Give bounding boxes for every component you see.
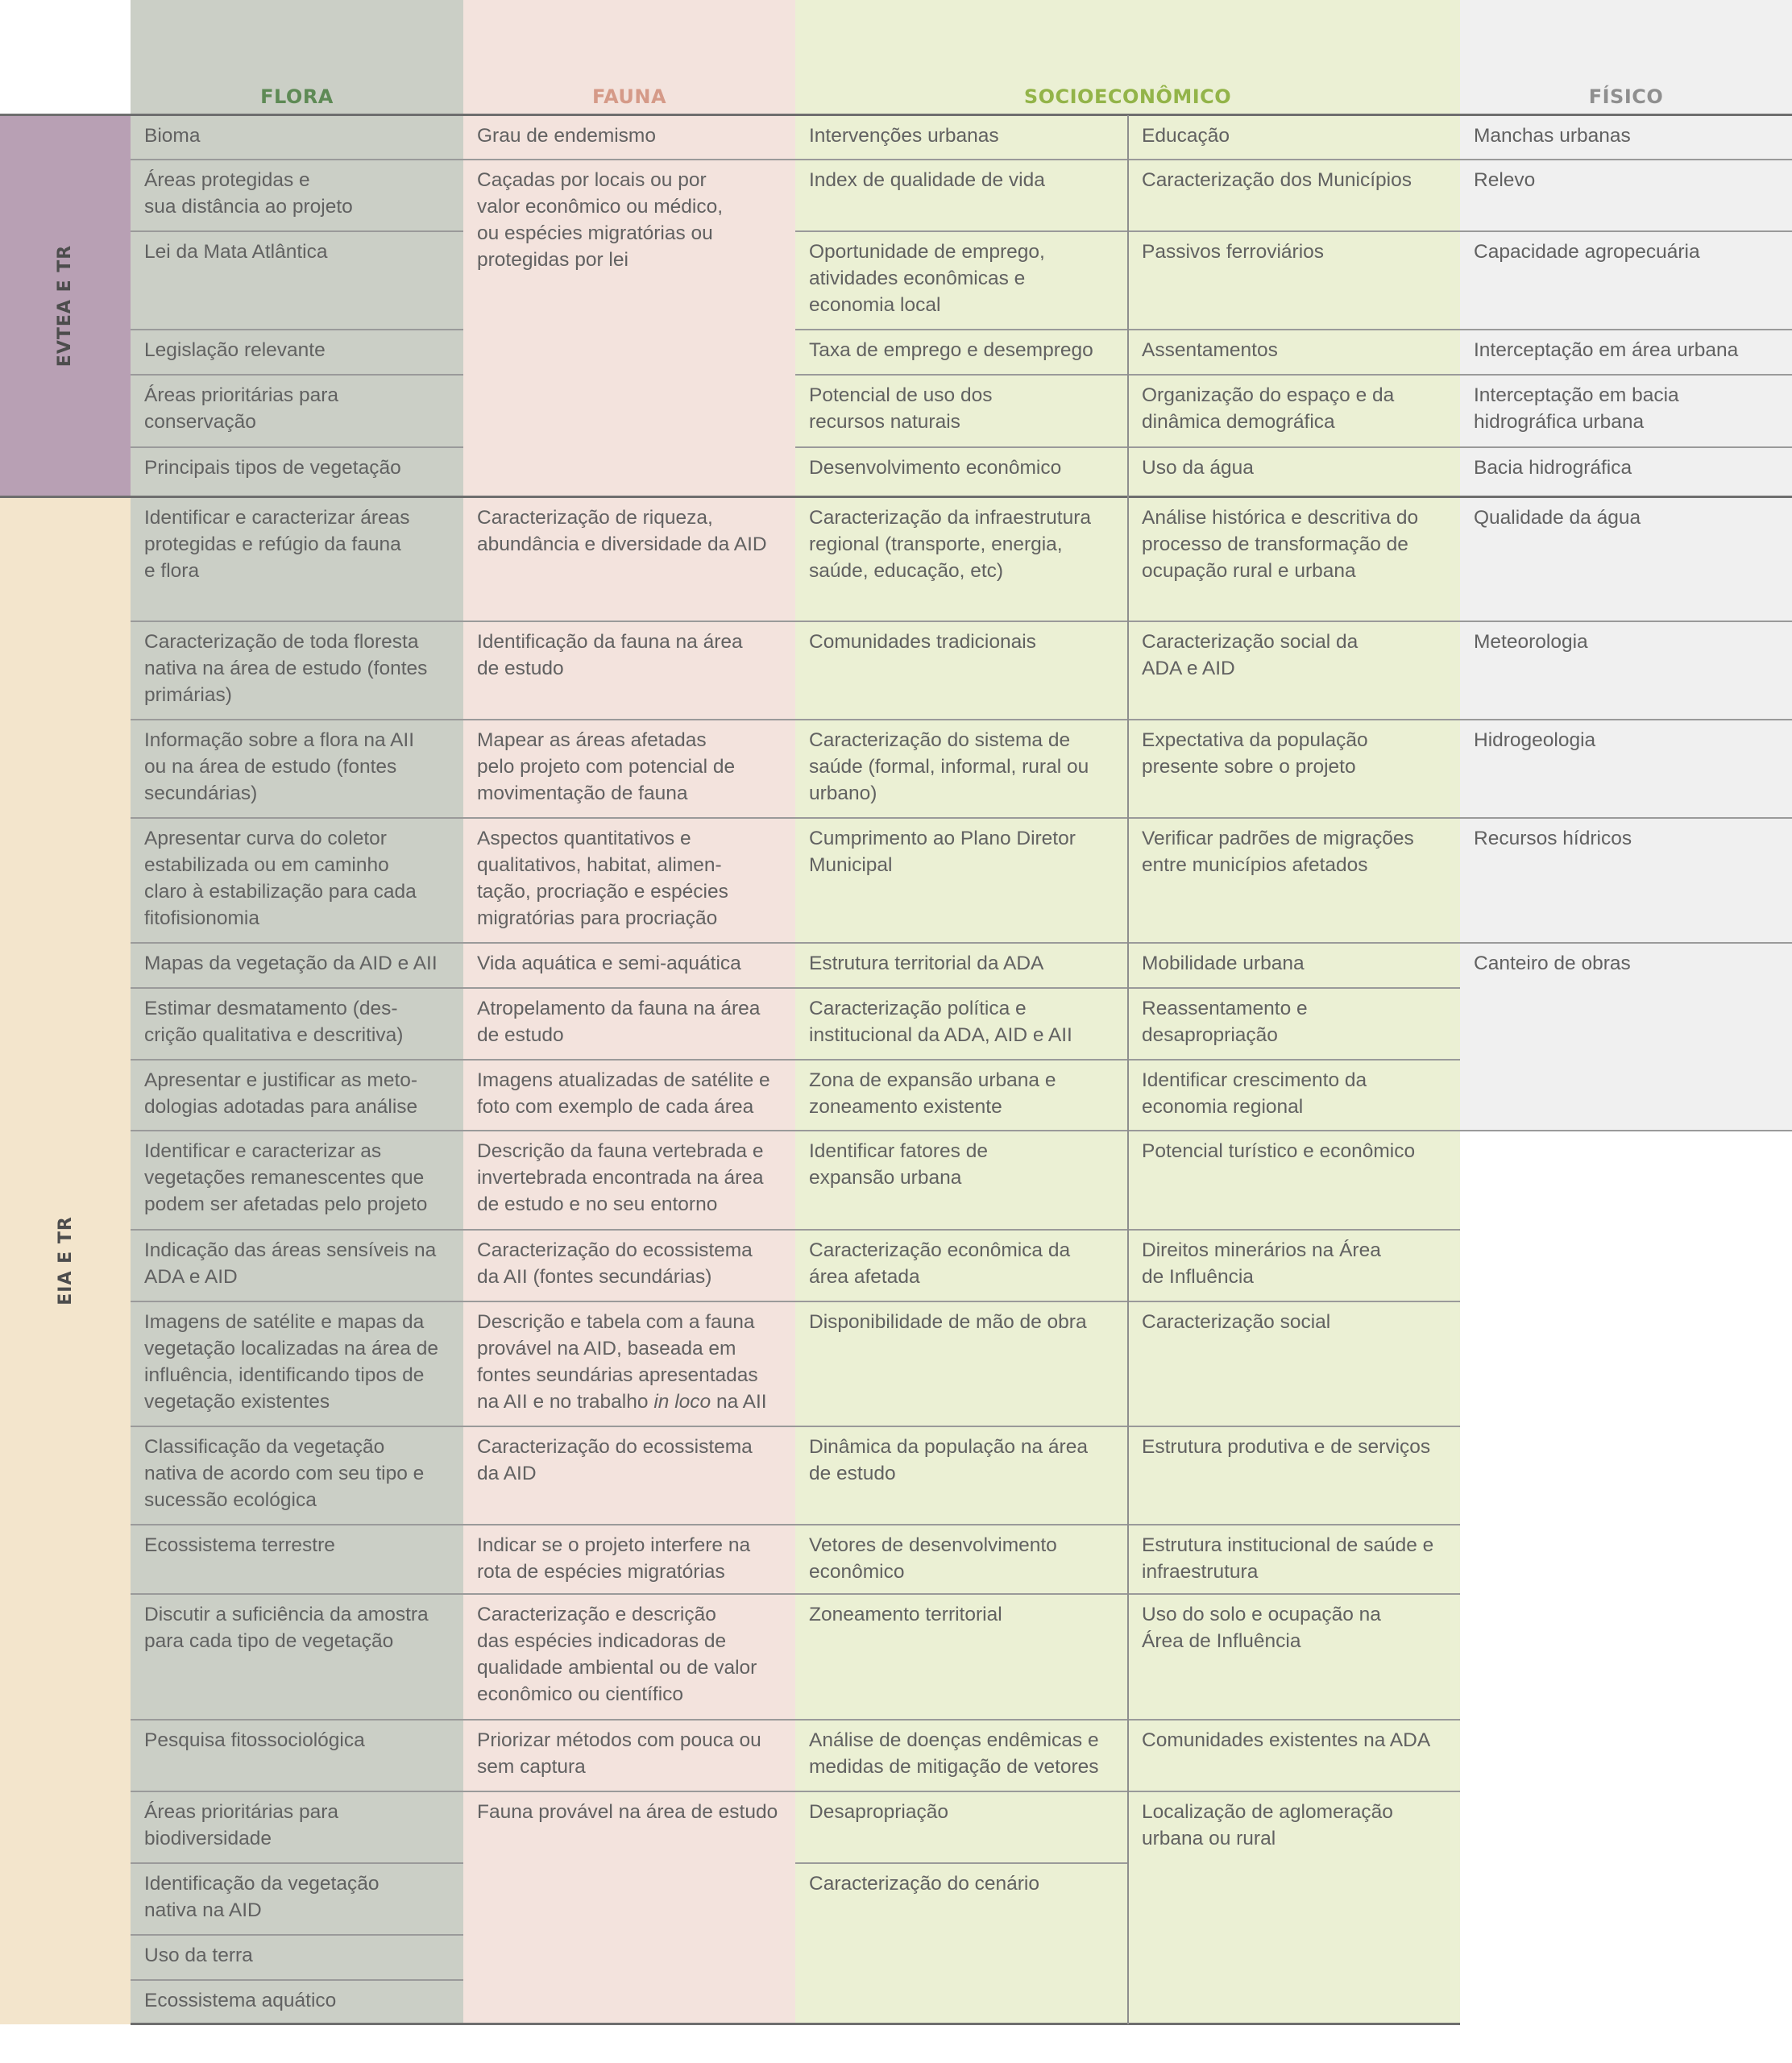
socio-a-cell: Desenvolvimento econômico [809, 457, 1062, 479]
flora-cell: Ecossistema aquático [144, 1990, 337, 2011]
header-socio: SOCIOECONÔMICO [1023, 85, 1232, 108]
flora-cell: Uso da terra [144, 1945, 253, 1966]
socio-a-cell: Estrutura territorial da ADA [809, 953, 1044, 974]
socio-b-cell: Caracterização dos Municípios [1142, 169, 1412, 191]
flora-cell: Principais tipos de vegetação [144, 457, 401, 479]
cell-text-italic: in loco [653, 1391, 711, 1413]
flora-cell: Caracterização de toda floresta nativa na área de estudo (fontes primárias) [144, 631, 428, 706]
socio-a-cell: Potencial de uso dos recursos naturais [809, 384, 993, 433]
fauna-cell: Caçadas por locais ou por valor econômico ou médico, ou espécies migratórias ou protegidas por lei [477, 169, 724, 271]
fisico-cell: Relevo [1474, 169, 1536, 191]
flora-cell: Indicação das áreas sensíveis na ADA e AID [144, 1239, 437, 1288]
socio-b-cell: Caracterização social [1142, 1311, 1331, 1333]
flora-cell: Áreas prioritárias para conservação [144, 384, 339, 433]
flora-cell: Mapas da vegetação da AID e AII [144, 953, 438, 974]
fauna-cell: Aspectos quantitativos e qualitativos, habitat, alimen- tação, procriação e espécies migratórias para procriação [477, 828, 728, 929]
fauna-cell: Caracterização do ecossistema da AII (fontes secundárias) [477, 1239, 753, 1288]
fauna-cell: Caracterização e descrição das espécies indicadoras de qualidade ambiental ou de valor econômico ou científico [477, 1604, 757, 1705]
flora-cell: Áreas protegidas e sua distância ao projeto [144, 169, 353, 218]
section-eia-label: EIA E TR [55, 1216, 76, 1305]
fisico-cell: Meteorologia [1474, 631, 1588, 653]
fauna-cell: Caracterização de riqueza, abundância e diversidade da AID [477, 507, 767, 555]
fisico-bottom-rule [1460, 1130, 1792, 1131]
socio-a-cell: Caracterização do sistema de saúde (formal, informal, rural ou urbano) [809, 729, 1089, 804]
socio-b-cell: Identificar crescimento da economia regional [1142, 1069, 1367, 1118]
section-evtea [0, 115, 131, 496]
socio-b-cell: Passivos ferroviários [1142, 241, 1325, 263]
socio-a-cell: Caracterização econômica da área afetada [809, 1239, 1071, 1288]
flora-cell: Pesquisa fitossociológica [144, 1729, 365, 1751]
socio-b-cell: Expectativa da população presente sobre o projeto [1142, 729, 1368, 778]
socio-b-cell: Educação [1142, 125, 1230, 147]
flora-cell: Ecossistema terrestre [144, 1534, 335, 1556]
socio-b-cell: Caracterização social da ADA e AID [1142, 631, 1359, 679]
header-flora: FLORA [260, 85, 334, 108]
cell-text: Descrição e tabela com a fauna provável na AID, baseada em fontes seundárias apresentadas na AII e no trabalho [477, 1311, 758, 1413]
socio-a-cell: Dinâmica da população na área de estudo [809, 1436, 1088, 1484]
socio-a-cell: Caracterização da infraestrutura regional (transporte, energia, saúde, educação, etc) [809, 507, 1091, 582]
fisico-cell: Recursos hídricos [1474, 828, 1632, 849]
socio-b-cell: Potencial turístico e econômico [1142, 1140, 1416, 1162]
flora-cell: Apresentar e justificar as meto- dologias adotadas para análise [144, 1069, 418, 1118]
socio-a-cell: Zona de expansão urbana e zoneamento existente [809, 1069, 1056, 1118]
fisico-cell: Capacidade agropecuária [1474, 241, 1700, 263]
fauna-cell: Grau de endemismo [477, 125, 656, 147]
fauna-cell [463, 1301, 795, 1426]
fisico-cell: Bacia hidrográfica [1474, 457, 1632, 479]
socio-a-cell: Desapropriação [809, 1801, 948, 1823]
fisico-cell: Hidrogeologia [1474, 729, 1596, 751]
socio-b-cell: Verificar padrões de migrações entre municípios afetados [1142, 828, 1414, 876]
socio-a-cell: Caracterização política e institucional da ADA, AID e AII [809, 998, 1072, 1046]
flora-cell: Informação sobre a flora na AII ou na área de estudo (fontes secundárias) [144, 729, 415, 804]
fauna-cell: Caracterização do ecossistema da AID [477, 1436, 753, 1484]
flora-cell: Bioma [144, 125, 201, 147]
flora-cell: Estimar desmatamento (des- crição qualitativa e descritiva) [144, 998, 404, 1046]
socio-b-cell: Organização do espaço e da dinâmica demográfica [1142, 384, 1395, 433]
socio-b-cell: Mobilidade urbana [1142, 953, 1305, 974]
flora-cell: Identificar e caracterizar as vegetações remanescentes que podem ser afetadas pelo projeto [144, 1140, 428, 1215]
section-eia [0, 497, 131, 2024]
socio-a-cell: Comunidades tradicionais [809, 631, 1036, 653]
fisico-cell: Manchas urbanas [1474, 125, 1631, 147]
flora-cell: Legislação relevante [144, 339, 326, 361]
fisico-cell: Canteiro de obras [1474, 953, 1631, 974]
fauna-cell: Descrição da fauna vertebrada e invertebrada encontrada na área de estudo e no seu entorno [477, 1140, 764, 1215]
fauna-cell: Mapear as áreas afetadas pelo projeto com potencial de movimentação de fauna [477, 729, 736, 804]
socio-a-cell: Taxa de emprego e desemprego [809, 339, 1093, 361]
flora-cell: Lei da Mata Atlântica [144, 241, 328, 263]
socio-b-cell: Reassentamento e desapropriação [1142, 998, 1308, 1046]
socio-a-cell: Análise de doenças endêmicas e medidas de mitigação de vetores [809, 1729, 1099, 1778]
flora-cell: Discutir a suficiência da amostra para cada tipo de vegetação [144, 1604, 429, 1652]
socio-b-cell: Uso do solo e ocupação na Área de Influência [1142, 1604, 1381, 1652]
socio-b-cell: Assentamentos [1142, 339, 1278, 361]
header-fauna: FAUNA [591, 85, 667, 108]
fisico-cell: Qualidade da água [1474, 507, 1641, 529]
socio-b-cell: Estrutura produtiva e de serviços [1142, 1436, 1431, 1458]
cell-text: na AII [711, 1391, 767, 1413]
socio-a-cell: Identificar fatores de expansão urbana [809, 1140, 988, 1189]
socio-b-cell: Uso da água [1142, 457, 1254, 479]
socio-a-cell: Caracterização do cenário [809, 1873, 1039, 1895]
socio-b-cell: Direitos minerários na Área de Influência [1142, 1239, 1381, 1288]
fauna-cell: Atropelamento da fauna na área de estudo [477, 998, 761, 1046]
flora-cell: Classificação da vegetação nativa de acordo com seu tipo e sucessão ecológica [144, 1436, 425, 1511]
fauna-cell: Imagens atualizadas de satélite e foto com exemplo de cada área [477, 1069, 770, 1118]
flora-cell: Áreas prioritárias para biodiversidade [144, 1801, 339, 1849]
fisico-cell: Interceptação em área urbana [1474, 339, 1739, 361]
fauna-cell: Priorizar métodos com pouca ou sem captura [477, 1729, 761, 1778]
flora-cell: Apresentar curva do coletor estabilizada ou em caminho claro à estabilização para cada fitofisionomia [144, 828, 417, 929]
fauna-cell: Identificação da fauna na área de estudo [477, 631, 743, 679]
fauna-cell: Vida aquática e semi-aquática [477, 953, 741, 974]
fauna-cell: Fauna provável na área de estudo [477, 1801, 778, 1823]
socio-a-cell: Cumprimento ao Plano Diretor Municipal [809, 828, 1076, 876]
socio-a-cell: Disponibilidade de mão de obra [809, 1311, 1087, 1333]
socio-b-cell: Localização de aglomeração urbana ou rural [1142, 1801, 1393, 1849]
socio-a-cell: Index de qualidade de vida [809, 169, 1045, 191]
flora-cell: Identificação da vegetação nativa na AID [144, 1873, 380, 1921]
socio-b-cell: Estrutura institucional de saúde e infraestrutura [1142, 1534, 1434, 1583]
section-evtea-label: EVTEA E TR [55, 244, 76, 367]
flora-cell: Imagens de satélite e mapas da vegetação localizadas na área de influência, identificando tipos de vegetação existentes [144, 1311, 439, 1413]
fisico-cell: Interceptação em bacia hidrográfica urbana [1474, 384, 1679, 433]
fauna-cell: Indicar se o projeto interfere na rota de espécies migratórias [477, 1534, 751, 1583]
socio-a-cell: Oportunidade de emprego, atividades econômicas e economia local [809, 241, 1045, 316]
socio-column-divider [1127, 115, 1129, 2024]
header-fisico: FÍSICO [1588, 85, 1664, 108]
socio-a-cell: Zoneamento territorial [809, 1604, 1002, 1625]
socio-b-cell: Análise histórica e descritiva do processo de transformação de ocupação rural e urbana [1142, 507, 1419, 582]
socio-b-cell: Comunidades existentes na ADA [1142, 1729, 1431, 1751]
socio-a-cell: Intervenções urbanas [809, 125, 999, 147]
flora-cell: Identificar e caracterizar áreas protegidas e refúgio da fauna e flora [144, 507, 410, 582]
socio-a-cell: Vetores de desenvolvimento econômico [809, 1534, 1057, 1583]
